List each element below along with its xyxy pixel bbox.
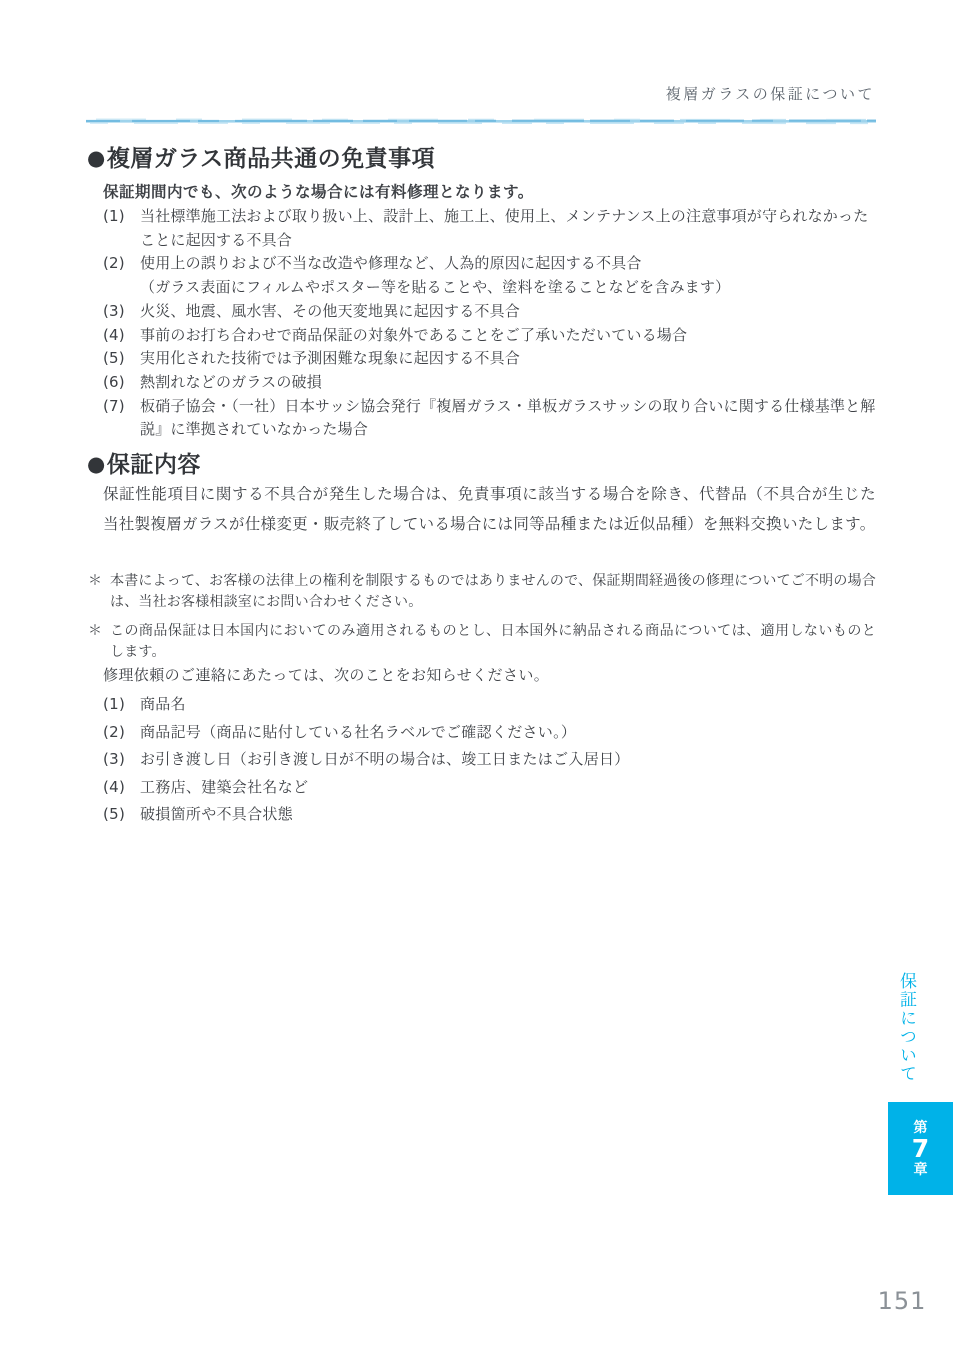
repair-info-list — [103, 696, 878, 834]
list-item-number: (1) — [103, 207, 125, 225]
list-item-text: 破損箇所や不具合状態 — [140, 805, 294, 823]
list-item-text: お引き渡し日（お引き渡し日が不明の場合は、竣工日またはご入居日） — [140, 750, 630, 768]
list-item-text: 工務店、建築会社名など — [140, 777, 309, 796]
chapter-number: 7 — [911, 1133, 930, 1163]
chapter-prefix: 第 — [913, 1119, 928, 1136]
header-brush-underline-icon — [86, 111, 876, 120]
list-item — [103, 300, 878, 324]
list-item — [103, 751, 878, 769]
list-item-number: (5) — [103, 805, 126, 823]
bullet-icon: ● — [87, 146, 106, 170]
chapter-suffix: 章 — [913, 1161, 928, 1178]
bullet-icon: ● — [87, 452, 106, 476]
exemption-heading-text: 複層ガラス商品共通の免責事項 — [106, 146, 436, 172]
warranty-section-heading — [87, 446, 201, 479]
note-item — [88, 621, 876, 662]
page-number: 151 — [877, 1287, 927, 1315]
list-item-text: 事前のお打ち合わせで商品保証の対象外であることをご了承いただいている場合 — [140, 325, 688, 344]
list-item-number: (3) — [103, 750, 126, 768]
list-item-text: 火災、地震、風水害、その他天変地異に起因する不具合 — [140, 301, 521, 320]
repair-request-intro: 修理依頼のご連絡にあたっては、次のことをお知らせください。 — [103, 666, 550, 684]
list-item-text: 使用上の誤りおよび不当な改造や修理など、人為的原因に起因する不具合 — [140, 254, 642, 273]
side-section-label: 保証について — [896, 972, 916, 1083]
list-item — [103, 371, 878, 395]
list-item — [103, 395, 878, 442]
asterisk-marker: ＊ — [88, 623, 103, 639]
list-item-number: (4) — [103, 325, 125, 344]
note-text: この商品保証は日本国内においてのみ適用されるものとし、日本国外に納品される商品については、適用しないものとします。 — [110, 623, 876, 660]
note-item — [88, 571, 876, 612]
list-item-number: (7) — [103, 396, 125, 415]
list-item-number: (4) — [103, 777, 126, 796]
note-text: 本書によって、お客様の法律上の権利を制限するものではありませんので、保証期間経過後の修理についてご不明の場合は、当社お客様相談室にお問い合わせください。 — [110, 573, 876, 610]
list-item-number: (6) — [103, 372, 125, 391]
warranty-paragraph: 保証性能項目に関する不具合が発生した場合は、免責事項に該当する場合を除き、代替品（不具合が生じた当社製複層ガラスが仕様変更・販売終了している場合には同等品種または近似品種）を無料交換いたします。 — [103, 485, 876, 533]
list-item-subnote: （ガラス表面にフィルムやポスター等を貼ることや、塗料を塗ることなどを含みます） — [140, 278, 731, 297]
running-header-title: 複層ガラスの保証について — [665, 85, 875, 103]
list-item-text: 熱割れなどのガラスの破損 — [140, 372, 322, 391]
list-item-text: 当社標準施工法および取り扱い上、設計上、施工上、使用上、メンテナンス上の注意事項が守られなかったことに起因する不具合 — [140, 207, 869, 249]
list-item-text: 板硝子協会・（一社）日本サッシ協会発行『複層ガラス・単板ガラスサッシの取り合いに関する仕様基準と解説』に準拠されていなかった場合 — [140, 396, 876, 439]
list-item — [103, 205, 878, 252]
chapter-tab — [888, 1102, 953, 1195]
list-item — [103, 806, 878, 824]
list-item-number: (1) — [103, 695, 126, 713]
warranty-heading-text: 保証内容 — [106, 452, 201, 478]
list-item — [103, 724, 878, 742]
list-item — [103, 324, 878, 348]
exemption-section-heading — [87, 140, 435, 173]
list-item — [103, 696, 878, 714]
warranty-notes — [88, 571, 876, 671]
asterisk-marker: ＊ — [88, 573, 103, 589]
list-item-number: (5) — [103, 349, 125, 368]
list-item-text: 商品名 — [140, 695, 186, 713]
list-item — [103, 347, 878, 371]
exemption-intro: 保証期間内でも、次のような場合には有料修理となります。 — [103, 183, 534, 201]
list-item-text: 商品記号（商品に貼付している社名ラベルでご確認ください。） — [140, 722, 577, 741]
list-item — [103, 779, 878, 797]
list-item-number: (2) — [103, 722, 126, 741]
exemption-list — [103, 205, 878, 442]
list-item-number: (2) — [103, 254, 125, 273]
list-item — [103, 252, 878, 299]
list-item-text: 実用化された技術では予測困難な現象に起因する不具合 — [140, 349, 521, 368]
list-item-number: (3) — [103, 301, 125, 320]
